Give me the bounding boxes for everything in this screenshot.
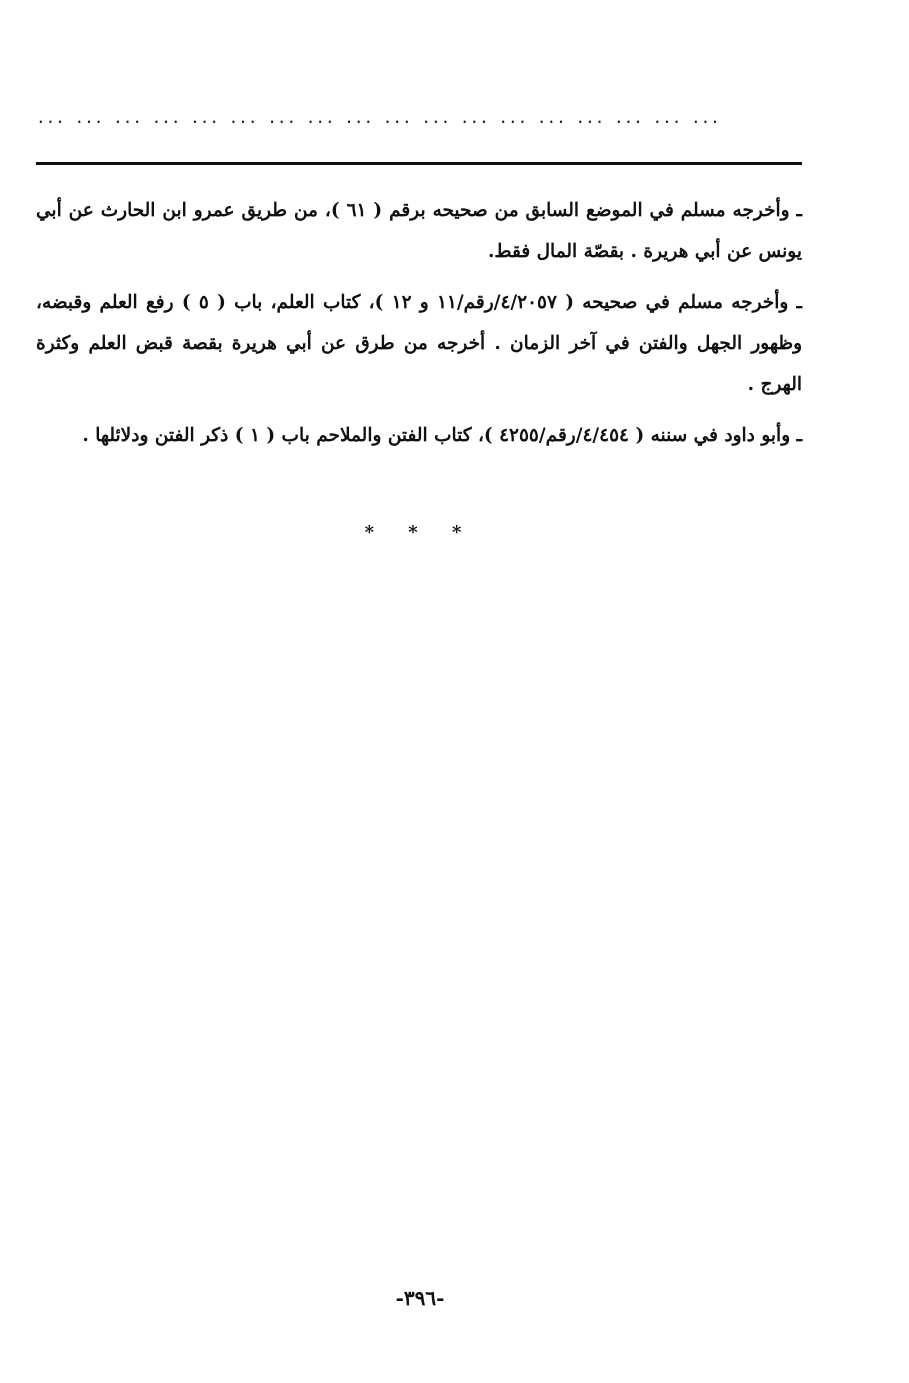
footnote-paragraph: ـ وأخرجه مسلم في صحيحه ( ٤/٢٠٥٧/رقم/١١ و ١٢ )، كتاب العلم، باب ( ٥ ) رفع العلم وقبضه، وظهور الجهل والفتن في آخر الزمان . أخرجه من طرق عن أبي هريرة بقصة قبض العلم وكثرة الهرج . xyxy=(36,292,802,395)
dotted-line: ... ... ... ... ... ... ... ... ... ... ... ... ... ... ... ... ... ... xyxy=(36,108,720,127)
footnotes-block xyxy=(36,190,802,466)
section-separator-stars: * * * xyxy=(364,522,476,543)
footnote-separator-rule xyxy=(36,162,802,165)
footnote-paragraph: ـ وأخرجه مسلم في الموضع السابق من صحيحه برقم ( ٦١ )، من طريق عمرو ابن الحارث عن أبي يونس عن أبي هريرة . بقصّة المال فقط. xyxy=(36,200,802,262)
page-number: -٣٩٦- xyxy=(395,1286,445,1310)
footnote-paragraph: ـ وأبو داود في سننه ( ٤/٤٥٤/رقم/٤٢٥٥ )، كتاب الفتن والملاحم باب ( ١ ) ذكر الفتن ودلائلها . xyxy=(82,425,802,446)
